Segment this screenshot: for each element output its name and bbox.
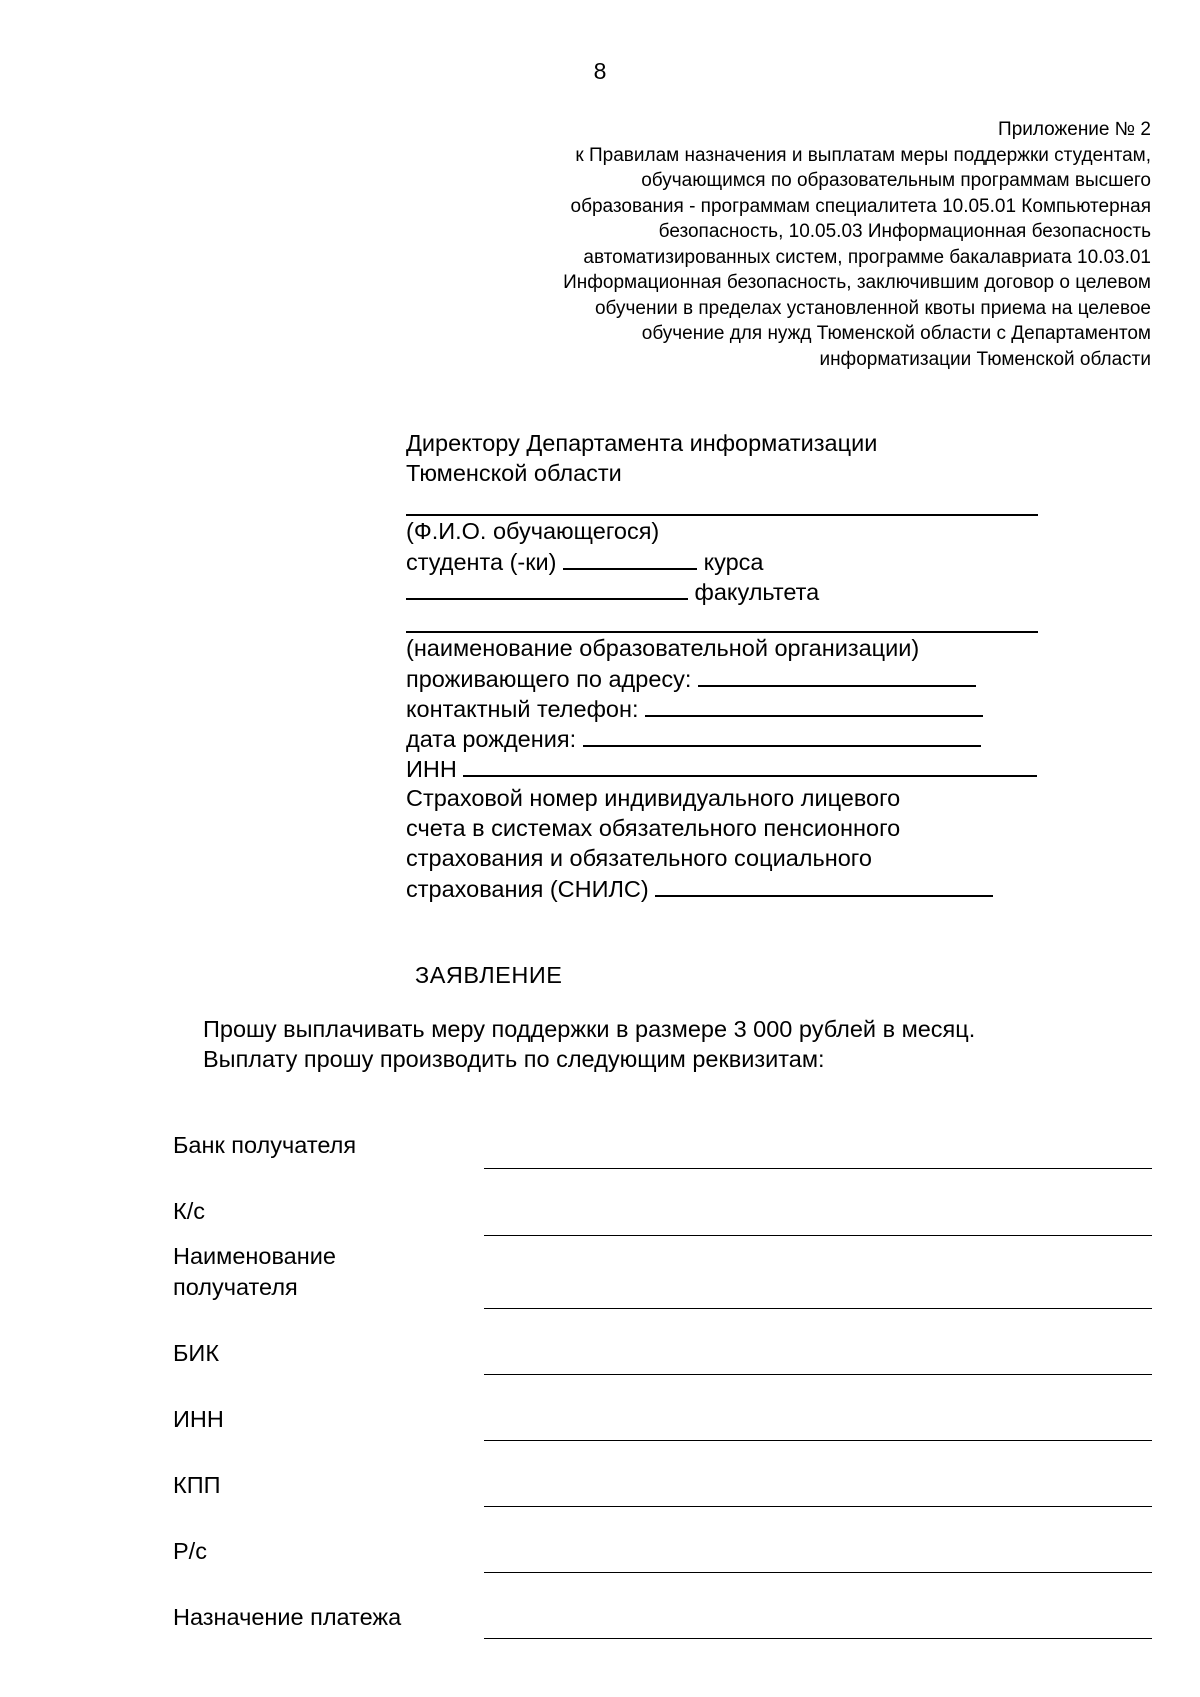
- birthdate-label: дата рождения:: [406, 726, 577, 752]
- appendix-line: к Правилам назначения и выплатам меры поддержки студентам,: [575, 144, 1151, 166]
- recipient-name-label-2: получателя: [173, 1274, 298, 1300]
- appendix-line: обучение для нужд Тюменской области с Департаментом: [641, 323, 1151, 344]
- bank-label: Банк получателя: [173, 1132, 357, 1158]
- course-field[interactable]: [563, 546, 697, 570]
- faculty-label: факультета: [694, 579, 820, 605]
- recipient-inn-field[interactable]: [484, 1440, 1152, 1441]
- address-row: [406, 663, 1056, 693]
- correspondent-account-field[interactable]: [484, 1235, 1152, 1236]
- settlement-account-label: Р/с: [173, 1538, 207, 1564]
- recipient-name-label-1: Наименование: [173, 1243, 336, 1269]
- addressee-line-1: Директору Департамента информатизации: [406, 430, 878, 456]
- organization-field[interactable]: [406, 606, 1038, 633]
- faculty-field[interactable]: [406, 576, 688, 600]
- address-label: проживающего по адресу:: [406, 666, 692, 692]
- course-label: курса: [703, 549, 764, 575]
- phone-row: [406, 693, 1056, 723]
- appendix-line: автоматизированных систем, программе бакалавриата 10.03.01: [583, 246, 1151, 268]
- fio-caption: (Ф.И.О. обучающегося): [406, 518, 660, 544]
- kpp-field[interactable]: [484, 1506, 1152, 1507]
- snils-label: страхования (СНИЛС): [406, 876, 649, 902]
- faculty-row: [406, 576, 1056, 606]
- kpp-label: КПП: [173, 1472, 221, 1498]
- appendix-line: информатизации Тюменской области: [819, 348, 1151, 370]
- address-field[interactable]: [698, 663, 976, 687]
- appendix-line: образования - программам специалитета 10.05.01 Компьютерная: [570, 195, 1151, 217]
- payment-purpose-label: Назначение платежа: [173, 1604, 402, 1630]
- course-row: [406, 546, 1056, 576]
- appendix-line: Приложение № 2: [998, 119, 1151, 140]
- request-line-2: Выплату прошу производить по следующим реквизитам:: [203, 1046, 825, 1072]
- appendix-line: обучении в пределах установленной квоты приема на целевое: [594, 297, 1151, 319]
- inn-label: ИНН: [406, 756, 457, 782]
- correspondent-account-label: К/с: [173, 1198, 205, 1224]
- snils-line-1: Страховой номер индивидуального лицевого: [406, 785, 901, 811]
- recipient-inn-label: ИНН: [173, 1406, 224, 1432]
- snils-row: [406, 873, 1056, 903]
- phone-field[interactable]: [645, 693, 983, 717]
- inn-row: [406, 753, 1056, 783]
- addressee-block: [406, 428, 1056, 903]
- student-label: студента (-ки): [406, 549, 557, 575]
- bik-label: БИК: [173, 1340, 220, 1366]
- addressee-line-2: Тюменской области: [406, 460, 622, 486]
- document-title: ЗАЯВЛЕНИЕ: [415, 962, 563, 988]
- settlement-account-field[interactable]: [484, 1572, 1152, 1573]
- recipient-name-field[interactable]: [484, 1308, 1152, 1309]
- snils-line-2: счета в системах обязательного пенсионного: [406, 815, 901, 841]
- snils-field[interactable]: [655, 873, 993, 897]
- phone-label: контактный телефон:: [406, 696, 639, 722]
- appendix-line: обучающимся по образовательным программам высшего: [641, 170, 1151, 191]
- appendix-line: Информационная безопасность, заключившим договор о целевом: [563, 272, 1151, 293]
- birthdate-row: [406, 723, 1056, 753]
- bank-field[interactable]: [484, 1168, 1152, 1169]
- organization-caption: (наименование образовательной организации): [406, 635, 920, 661]
- birthdate-field[interactable]: [583, 723, 981, 747]
- payment-purpose-field[interactable]: [484, 1638, 1152, 1639]
- snils-line-3: страхования и обязательного социального: [406, 845, 872, 871]
- page-number: 8: [593, 58, 607, 84]
- fio-field[interactable]: [406, 488, 1038, 516]
- inn-field[interactable]: [463, 753, 1037, 777]
- request-line-1: Прошу выплачивать меру поддержки в размере 3 000 рублей в месяц.: [203, 1016, 976, 1042]
- request-text: [203, 1014, 975, 1074]
- bik-field[interactable]: [484, 1374, 1152, 1375]
- appendix-header: [431, 117, 1151, 372]
- appendix-line: безопасность, 10.05.03 Информационная безопасность: [658, 221, 1151, 242]
